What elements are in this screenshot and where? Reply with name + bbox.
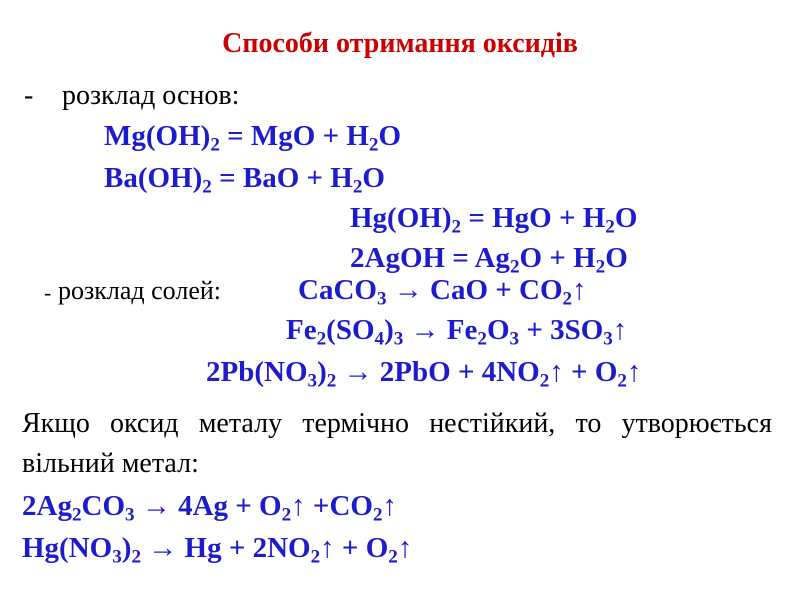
equation-ag2co3: $2Ag_2CO_3 \to 4Ag$ + $O_2↑$ $+CO_2↑$ (22, 490, 398, 526)
equation-agoh: 2AgOH = $Ag_2O + H_2O$ (350, 242, 628, 278)
section-label-bases: розклад основ: (62, 80, 240, 111)
equation-mg: $Mg(OH)_2$ = MgO + $H_2O$ (104, 120, 402, 156)
bullet-dash: - (24, 80, 34, 111)
equation-hgno32: $Hg(NO_3)_2 \to Hg$ + $2NO_2↑$ + $O_2↑$ (22, 532, 413, 568)
equation-fe2so43: $Fe_2(SO_4)_3 \to Fe_2O_3$ + $3SO_3↑$ (286, 314, 628, 350)
section-label-salts: розклад солей: (58, 276, 221, 305)
equation-pbno32: $2Pb(NO_3)_2 \to 2PbO$ + $4NO_2↑$ + $O_2↑$ (206, 356, 642, 392)
equation-ba: $Ba(OH)_2$ = BaO + $H_2O$ (104, 162, 385, 198)
equation-hg-oh: $Hg(OH)_2$ = HgO + $H_2O$ (350, 202, 638, 238)
bullet-dash-small: - (44, 280, 52, 305)
equation-caco3: CaCO$_3$ → CaO + $CO_2↑$ (298, 274, 587, 310)
paragraph-unstable-oxide: Якщо оксид металу термічно нестійкий, то утворюється вільний метал: (22, 408, 772, 479)
page-title: Способи отримання оксидів (222, 28, 578, 59)
